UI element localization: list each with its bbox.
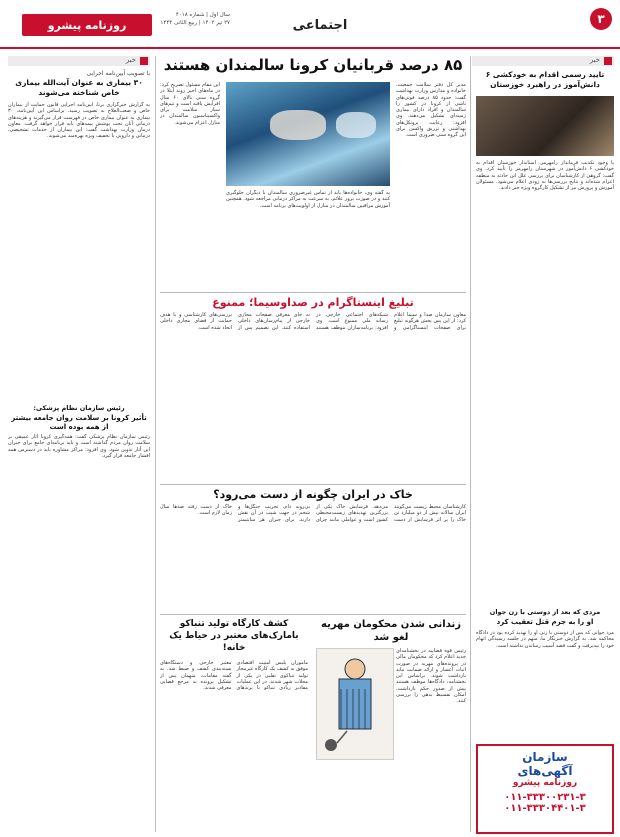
right-kicker-2: مردی که بعد از دوستی با زن جوان [489,608,601,616]
tobacco-body: مأموران پلیس امنیت اقتصادی موفق به کشف یک کارگاه غیرمجاز تولید تنباکوی تقلبی در یکی از محلات شهر شدند. در این عملیات مقادیر زیادی تنباکو با برند‌های معتبر خارجی و دستگاه‌های بسته‌بندی کشف و ضبط شد. به گفته مقامات، متهمان پس از تشکیل پرونده به مرجع قضایی معرفی شدند. [160,660,308,692]
right-tag-marker [604,57,612,65]
left-tag-marker [140,57,148,65]
ad-box [476,744,614,834]
header-rule [0,47,620,49]
left-body: به گزارش خبرگزاری برنا، آیین‌نامه اجرایی قانون حمایت از بیماران خاص و صعب‌العلاج به تصویب رسید. براساس این آیین‌نامه، ۳۰ بیماری به عنوان بیماری خاص در فهرست قرار می‌گیرند و هزینه‌های درمانی آنان تحت پوشش بیمه‌های پایه قرار خواهد گرفت. معاون درمان وزارت بهداشت گفت: این بیماران از خدمات تشخیصی، درمانی و دارویی با تخفیف ویژه بهره‌مند می‌شوند. [8,102,150,140]
insta-headline: تبلیغ اینستاگرام در صداوسیما؛ ممنوع [212,296,414,309]
right-photo [476,96,614,156]
center-body-a: مدیر کل دفتر سلامت جمعیت، خانواده و مدارس وزارت بهداشت گفت: حدود ۸۵ درصد فوتی‌های ناشی از کرونا در کشور را سالمندان و افراد دارای بیماری زمینه‌ای تشکیل می‌دهند. وی افزود: رعایت پروتکل‌های بهداشتی و تزریق واکسن برای این گروه سنی ضروری است. [396,82,466,139]
right-headline-2: او را به جرم قتل تعقیب کرد [496,618,594,626]
page-number: ۳ [590,8,612,30]
soil-headline: خاک در ایران چگونه از دست می‌رود؟ [213,488,413,501]
center-headline: ۸۵ درصد قربانیان کرونا سالمندان هستند [163,56,463,74]
mahrieh-body: رئیس قوه قضاییه در بخشنامه‌ای جدید اعلام کرد که محکومان مالی در پرونده‌های مهریه در صورت اثبات اعسار و ارائه ضمانت نباید بازداشت شوند. براساس این بخشنامه، دادگاه‌ها موظف هستند پیش از صدور حکم بازداشت، امکان تقسیط بدهی را بررسی کنند. [396,648,466,705]
cartoon-figure [317,649,393,759]
insta-body: معاون سازمان صدا و سیما اعلام کرد: از این پس پخش هرگونه تبلیغ برای صفحات اینستاگرامی و شبکه‌های اجتماعی خارجی در رسانه ملی ممنوع است. وی افزود: برنامه‌سازان موظف هستند به جای معرفی صفحات مجازی خارجی از پیام‌رسان‌های داخلی استفاده کنند. این تصمیم پس از بررسی‌های کارشناسی و با هدف حمایت از فضای مجازی داخلی اتخاذ شده است. [160,312,466,331]
left-headline-2: تأثیر کرونا بر سلامت روان جامعه بیشتر از همه بوده است [11,414,147,431]
center-body-b: به گفته وی، خانواده‌ها باید از تماس غیرضروری سالمندان با دیگران جلوگیری کنند و در صورت بروز علائم، به سرعت به مراکز درمانی مراجعه شود. همچنین آموزش مراقبین سالمندان در منازل از اولویت‌های برنامه است. [226,190,390,209]
mahrieh-headline: زندانی شدن محکومان مهریه لغو شد [321,619,461,643]
cartoon-image [316,648,394,760]
center-photo [226,82,390,186]
divider [160,614,466,615]
right-body-2: مرد جوانی که پس از دوستی با زنی او را تهدید کرده بود در دادگاه محاکمه شد. به گزارش خبرنگار ما، متهم در جلسه رسیدگی اتهام خود را نپذیرفت و گفت قصد آسیب رساندن نداشته است. [476,630,614,649]
ad-title-3: روزنامه پیشرو [512,778,578,788]
ad-phone-2: ۰۱۱-۳۳۳۰۴۴۰۱-۳ [504,803,586,814]
right-body: با وجود تکذیب فرماندار رامهرمز، استاندار خوزستان اقدام به خودکشی ۶ دانش‌آموز در شهرستان رامهرمز را تأیید کرد. وی گفت: گروهی از کارشناسان برای بررسی علل این حادثه به منطقه اعزام شده‌اند و نتایج بررسی‌ها به زودی اعلام می‌شود. مسئولان آموزش و پرورش نیز از تشکیل کارگروه ویژه خبر دادند. [476,160,614,192]
ad-title-2: آگهی‌های [517,764,573,778]
issue-line-2: ۲۷ تیر ۱۴۰۲ | ربیع الثانی ۱۴۴۴ [160,20,230,26]
left-kicker-2: رئیس سازمان نظام پزشکی: [33,404,125,412]
column-separator [470,56,471,832]
left-body-2: رئیس سازمان نظام پزشکی گفت: همه‌گیری کرونا آثار عمیقی بر سلامت روان مردم گذاشته است و باید برنامه‌ای جامع برای جبران این آثار تدوین شود. وی افزود: مراکز مشاوره باید در دسترس همه اقشار جامعه قرار گیرد. [8,434,150,459]
ad-phone-1: ۰۱۱-۳۳۳۰۰۲۳۱-۳ [504,792,586,803]
section-title: اجتماعی [292,18,348,33]
divider [160,484,466,485]
left-headline: ۳۰ بیماری به عنوان آیت‌الله بیماری خاص شناخته می‌شوند [15,78,143,97]
column-separator [155,56,156,832]
ad-title-1: سازمان [522,750,568,764]
tobacco-headline: کشف کارگاه تولید تنباکو بامارک‌های معتبر در حیاط یک خانه! [169,619,299,653]
right-column-tag: خبر [589,56,600,64]
right-headline: تایید رسمی اقدام به خودکشی ۶ دانش‌آموز در راهبرد خوزستان [485,70,605,89]
center-body-c: این مقام مسئول تصریح کرد: در ماه‌های اخیر روند ابتلا در گروه سنی بالای ۶۰ سال افزایش یافته است و تیم‌های سیار سلامت برای واکسیناسیون سالمندان در منازل اعزام می‌شوند. [160,82,220,126]
masthead-logo: روزنامه پیشرو [22,14,152,36]
left-column-tag: خبر [125,56,136,64]
left-kicker: با تصویب آیین‌نامه اجرایی [86,70,150,77]
soil-body: کارشناسان محیط زیست می‌گویند ایران سالانه بیش از دو میلیارد تن خاک را بر اثر فرسایش از دست می‌دهد. فرسایش خاک یکی از بزرگترین تهدیدهای زیست‌محیطی کشور است و عواملی مانند چرای بی‌رویه دام، تخریب جنگل‌ها و شخم در جهت شیب در آن نقش دارند. برای جبران هر سانتیمتر خاک از دست رفته صدها سال زمان لازم است. [160,504,466,523]
issue-line-1: ﺳﺎل اول | ﺷﻤﺎره ۴۰۱۸ [175,12,230,18]
issue-info [160,11,230,27]
divider [160,292,466,293]
